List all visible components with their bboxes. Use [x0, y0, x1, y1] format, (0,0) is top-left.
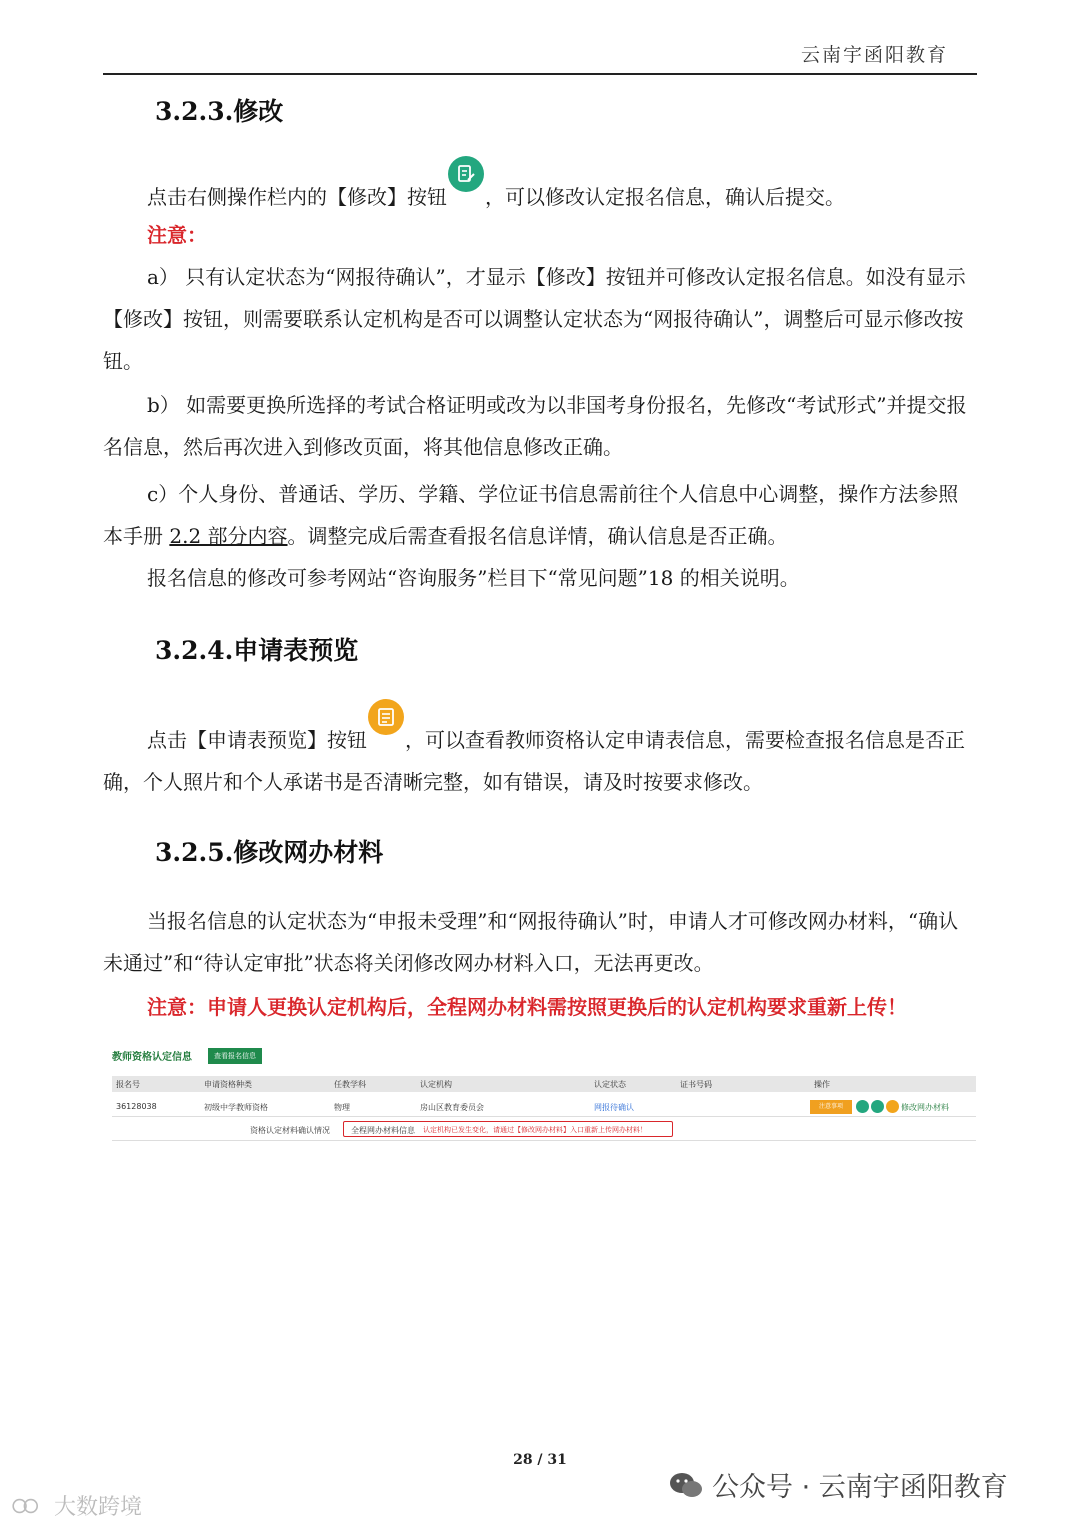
col-header-subject: 任教学科 [334, 1080, 366, 1089]
note-a: a） 只有认定状态为“网报待确认”，才显示【修改】按钮并可修改认定报名信息。如没有显示【修改】按钮，则需要联系认定机构是否可以调整认定状态为“网报待确认”，调整后可显示修改按钮。 [103, 265, 966, 373]
section-heading-325: 3.2.5.修改网办材料 [155, 838, 384, 867]
watermark-right-text: 公众号 · 云南宇函阳教育 [712, 1472, 1008, 1503]
material-label: 资格认定材料确认情况 [250, 1126, 330, 1135]
screenshot-title: 教师资格认定信息 [112, 1052, 192, 1063]
view-registration-button[interactable]: 查看报名信息 [208, 1048, 262, 1064]
col-header-op: 操作 [814, 1080, 830, 1089]
paragraph-materials: 当报名信息的认定状态为“申报未受理”和“网报待确认”时，申请人才可修改网办材料，“确认未通过”和“待认定审批”状态将关闭修改网办材料入口，无法再更改。 [103, 909, 959, 975]
cell-subject: 物理 [334, 1103, 350, 1112]
section-heading-324: 3.2.4.申请表预览 [155, 636, 359, 665]
note-c-after: 。调整完成后需查看报名信息详情，确认信息是否正确。 [287, 524, 788, 548]
material-title: 全程网办材料信息 [351, 1126, 415, 1135]
detail-icon[interactable] [871, 1100, 884, 1113]
note-c [103, 473, 977, 557]
cell-id: 36128038 [116, 1102, 157, 1111]
cell-org: 房山区教育委员会 [420, 1103, 484, 1112]
row-divider [112, 1116, 976, 1117]
edit-text-after: ，可以修改认定报名信息，确认后提交。 [485, 185, 845, 209]
cell-status[interactable]: 网报待确认 [594, 1103, 634, 1112]
wechat-icon [668, 1470, 704, 1500]
preview-text-before: 点击【申请表预览】按钮 [147, 728, 367, 752]
row-divider-bottom [112, 1140, 976, 1141]
section-heading-323: 3.2.3.修改 [155, 97, 284, 126]
preview-icon[interactable] [886, 1100, 899, 1113]
embedded-screenshot [110, 1045, 976, 1141]
paragraph-edit-button [103, 170, 977, 218]
watermark-right [668, 1465, 1008, 1504]
manual-section-link[interactable]: 2.2 部分内容 [169, 524, 288, 548]
col-header-id: 报名号 [116, 1080, 140, 1089]
watermark-logo-icon [6, 1494, 46, 1518]
preview-text-after: ，可以查看教师资格认定申请表信息，需要检查报名信息是否正确，个人照片和个人承诺书是否清晰完整，如有错误，请及时按要求修改。 [103, 728, 965, 794]
watermark-left [6, 1490, 142, 1521]
edit-materials-link[interactable]: 修改网办材料 [901, 1103, 949, 1112]
page-number: 28 / 31 [513, 1452, 567, 1468]
cell-type: 初级中学教师资格 [204, 1103, 268, 1112]
materials-warning: 注意：申请人更换认定机构后，全程网办材料需按照更换后的认定机构要求重新上传！ [147, 995, 907, 1019]
header-title: 云南宇函阳教育 [800, 44, 948, 66]
note-b: b） 如需要更换所选择的考试合格证明或改为以非国考身份报名，先修改“考试形式”并提交报名信息，然后再次进入到修改页面，将其他信息修改正确。 [103, 393, 967, 459]
paragraph-preview-button [103, 713, 977, 803]
note-label: 注意： [147, 223, 207, 247]
col-header-type: 申请资格种类 [204, 1080, 252, 1089]
header-rule [103, 73, 977, 75]
col-header-cert: 证书号码 [680, 1080, 712, 1089]
edit-icon[interactable] [856, 1100, 869, 1113]
watermark-left-text: 大数跨境 [54, 1495, 143, 1520]
col-header-org: 认定机构 [420, 1080, 452, 1089]
preview-button-icon [368, 699, 404, 735]
edit-button-icon [448, 156, 484, 192]
faq-reference: 报名信息的修改可参考网站“咨询服务”栏目下“常见问题”18 的相关说明。 [147, 566, 800, 590]
material-message: 认定机构已发生变化，请通过【修改网办材料】入口重新上传网办材料！ [423, 1126, 647, 1134]
notice-button[interactable]: 注意事项 [810, 1100, 852, 1114]
note-c-before: c）个人身份、普通话、学历、学籍、学位证书信息需前往个人信息中心调整，操作方法参照本手册 [103, 482, 959, 548]
edit-text-before: 点击右侧操作栏内的【修改】按钮 [147, 185, 447, 209]
col-header-status: 认定状态 [594, 1080, 626, 1089]
